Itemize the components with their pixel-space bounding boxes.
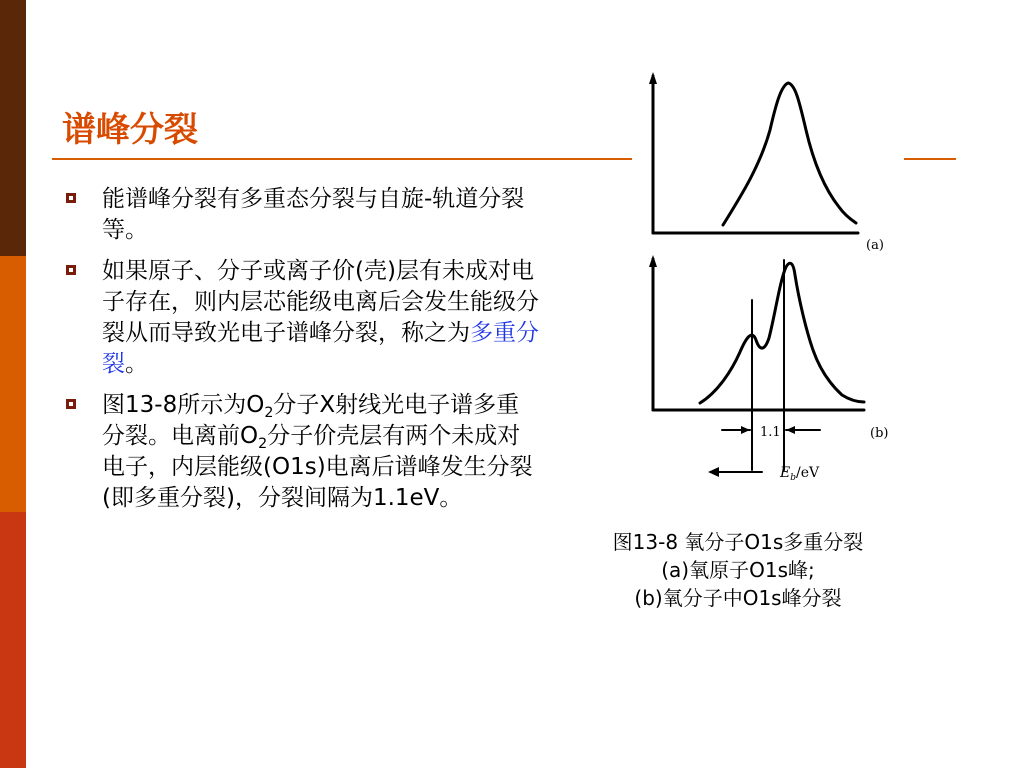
square-bullet-icon bbox=[66, 265, 76, 275]
arrow-head-icon bbox=[708, 467, 719, 477]
bullet-item-o2-example bbox=[62, 390, 542, 514]
panel-a-label: (a) bbox=[866, 238, 884, 253]
stripe-bottom bbox=[0, 512, 26, 768]
stripe-top bbox=[0, 0, 26, 256]
square-bullet-icon bbox=[66, 193, 76, 203]
caption-line: (b)氧分子中O1s峰分裂 bbox=[634, 586, 842, 610]
caption-line: (a)氧原子O1s峰; bbox=[661, 558, 815, 582]
arrow-head-icon bbox=[649, 72, 657, 84]
subscript: 2 bbox=[258, 436, 268, 452]
bullet-text-part: 分子X射线光电子谱多重分裂。电离前O bbox=[102, 392, 520, 449]
slide-title: 谱峰分裂 bbox=[62, 110, 198, 150]
bullet-item-splitting-types bbox=[62, 184, 542, 246]
arrow-head-icon bbox=[786, 426, 795, 434]
arrow-head-icon bbox=[649, 255, 657, 267]
bullet-text-part: 分子价壳层有两个未成对电子，内层能级(O1s)电离后谱峰发生分裂(即多重分裂)，分裂间隔为1.1eV。 bbox=[102, 423, 533, 511]
bullet-text-part: 。 bbox=[125, 351, 148, 377]
caption-line: 图13-8 氧分子O1s多重分裂 bbox=[612, 530, 864, 554]
splitting-value: 1.1 bbox=[760, 425, 781, 440]
title-rule-left bbox=[52, 158, 632, 160]
highlight-term: 多重分裂 bbox=[102, 320, 539, 377]
bullet-text: 能谱峰分裂有多重态分裂与自旋-轨道分裂等。 bbox=[102, 186, 525, 243]
bullet-item-multiplet-definition bbox=[62, 256, 542, 380]
subscript: 2 bbox=[264, 405, 274, 421]
bullet-text bbox=[102, 258, 539, 377]
panel-a-peak bbox=[723, 83, 856, 225]
title-rule-right bbox=[904, 158, 956, 160]
panel-b-label: (b) bbox=[870, 426, 889, 441]
arrow-head-icon bbox=[741, 426, 750, 434]
figure-caption bbox=[556, 528, 920, 612]
bullet-text bbox=[102, 392, 533, 511]
o1s-spectrum-figure bbox=[640, 64, 910, 500]
axis-label: $E_b/eV$ bbox=[780, 465, 820, 483]
square-bullet-icon bbox=[66, 399, 76, 409]
panel-b-split-peak bbox=[700, 263, 864, 403]
bullet-text-part: 如果原子、分子或离子价(壳)层有未成对电子存在，则内层芯能级电离后会发生能级分裂从而导致光电子谱峰分裂，称之为 bbox=[102, 258, 539, 346]
bullet-text-part: 图13-8所示为O bbox=[102, 392, 265, 418]
bullet-list bbox=[62, 184, 542, 524]
stripe-middle bbox=[0, 256, 26, 512]
